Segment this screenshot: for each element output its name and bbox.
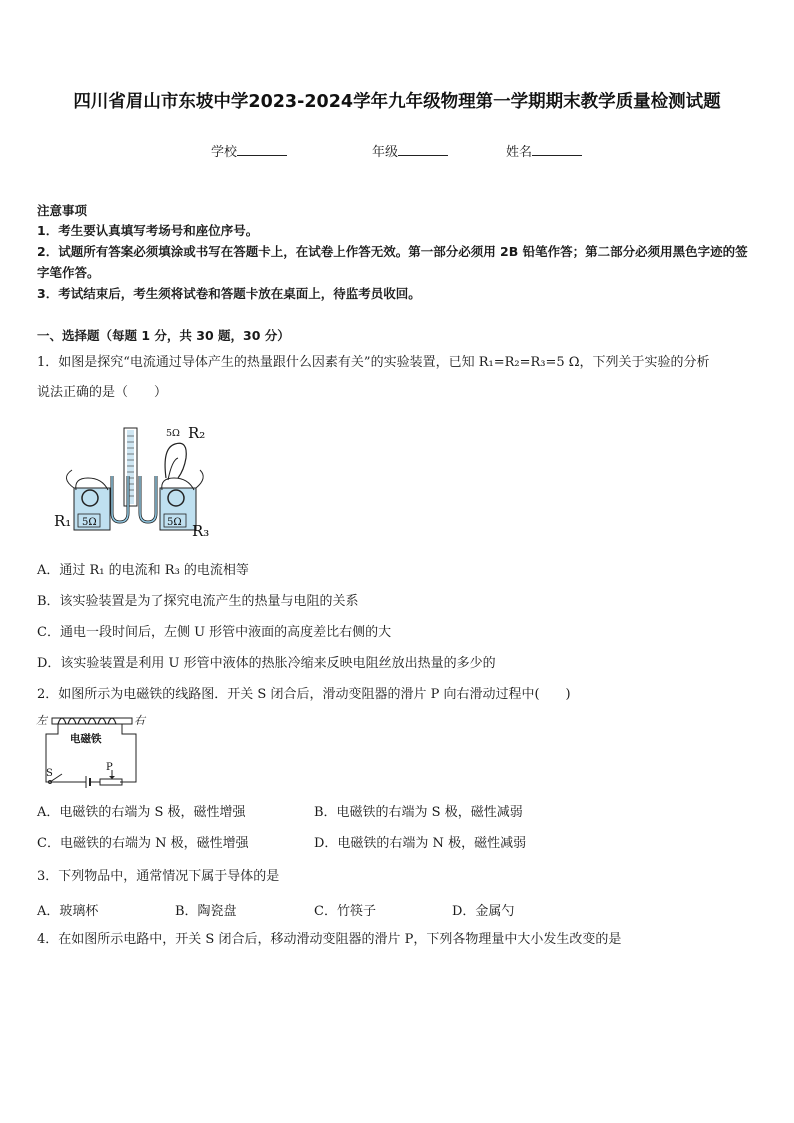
q2-p-label: P	[106, 762, 113, 773]
q2-left-label: 左	[36, 714, 47, 727]
q2-stem: 2．如图所示为电磁铁的线路图．开关 S 闭合后，滑动变阻器的滑片 P 向右滑动过程中( )	[37, 687, 571, 702]
q3-option-c[interactable]: C．竹筷子	[314, 904, 376, 919]
school-blank	[237, 143, 287, 156]
notice-item-2: 2．试题所有答案必须填涂或书写在答题卡上，在试卷上作答无效。第一部分必须用 2B 铅笔作答；第二部分必须用黑色字迹的签字笔作答。	[37, 244, 748, 280]
notice-item-1: 1．考生要认真填写考场号和座位序号。	[37, 223, 259, 238]
q3-option-a[interactable]: A．玻璃杯	[37, 904, 99, 919]
q1-r1-label: R₁	[54, 512, 72, 530]
name-field	[506, 141, 582, 160]
notice-item-3: 3．考试结束后，考生须将试卷和答题卡放在桌面上，待监考员收回。	[37, 286, 421, 301]
name-label: 姓名	[506, 145, 533, 160]
q1-stem-line1: 1．如图是探究“电流通过导体产生的热量跟什么因素有关”的实验装置，已知 R₁=R₂=R₃=5 Ω，下列关于实验的分析	[37, 355, 710, 370]
q2-option-c[interactable]: C．电磁铁的右端为 N 极，磁性增强	[37, 836, 249, 851]
q3-option-b[interactable]: B．陶瓷盘	[175, 904, 237, 919]
school-field	[211, 141, 287, 160]
q1-r3-label: R₃	[192, 522, 210, 540]
q2-s-label: S	[46, 768, 53, 779]
section-heading: 一、选择题（每题 1 分，共 30 题，30 分）	[37, 328, 290, 343]
q2-option-d[interactable]: D．电磁铁的右端为 N 极，磁性减弱	[314, 836, 527, 851]
grade-field	[372, 141, 448, 160]
notice-heading: 注意事项	[37, 203, 88, 218]
q1-stem-line2: 说法正确的是（ ）	[37, 385, 168, 400]
q1-option-c[interactable]: C．通电一段时间后，左侧 U 形管中液面的高度差比右侧的大	[37, 625, 392, 640]
q1-figure	[50, 418, 220, 543]
exam-title: 四川省眉山市东坡中学2023-2024学年九年级物理第一学期期末教学质量检测试题	[73, 92, 721, 112]
school-label: 学校	[211, 145, 238, 160]
q2-option-b[interactable]: B．电磁铁的右端为 S 极，磁性减弱	[314, 805, 523, 820]
q2-option-a[interactable]: A．电磁铁的右端为 S 极，磁性增强	[37, 805, 246, 820]
q1-option-b[interactable]: B．该实验装置是为了探究电流产生的热量与电阻的关系	[37, 594, 359, 609]
q1-ohm-right: 5Ω	[167, 517, 182, 528]
q2-figure	[36, 710, 156, 790]
q1-option-d[interactable]: D．该实验装置是利用 U 形管中液体的热胀冷缩来反映电阻丝放出热量的多少的	[37, 656, 496, 671]
grade-label: 年级	[372, 145, 399, 160]
q2-right-label: 右	[134, 714, 145, 727]
name-blank	[532, 143, 582, 156]
q2-magnet-label: 电磁铁	[70, 733, 102, 745]
q1-r2-label: R₂	[188, 424, 206, 442]
q1-ohm-top: 5Ω	[166, 428, 180, 439]
q1-option-a[interactable]: A．通过 R₁ 的电流和 R₃ 的电流相等	[37, 563, 249, 578]
grade-blank	[398, 143, 448, 156]
q3-stem: 3．下列物品中，通常情况下属于导体的是	[37, 869, 280, 884]
q3-option-d[interactable]: D．金属勺	[452, 904, 515, 919]
q1-ohm-left: 5Ω	[82, 517, 97, 528]
q4-stem: 4．在如图所示电路中，开关 S 闭合后，移动滑动变阻器的滑片 P，下列各物理量中大小发生改变的是	[37, 932, 622, 947]
